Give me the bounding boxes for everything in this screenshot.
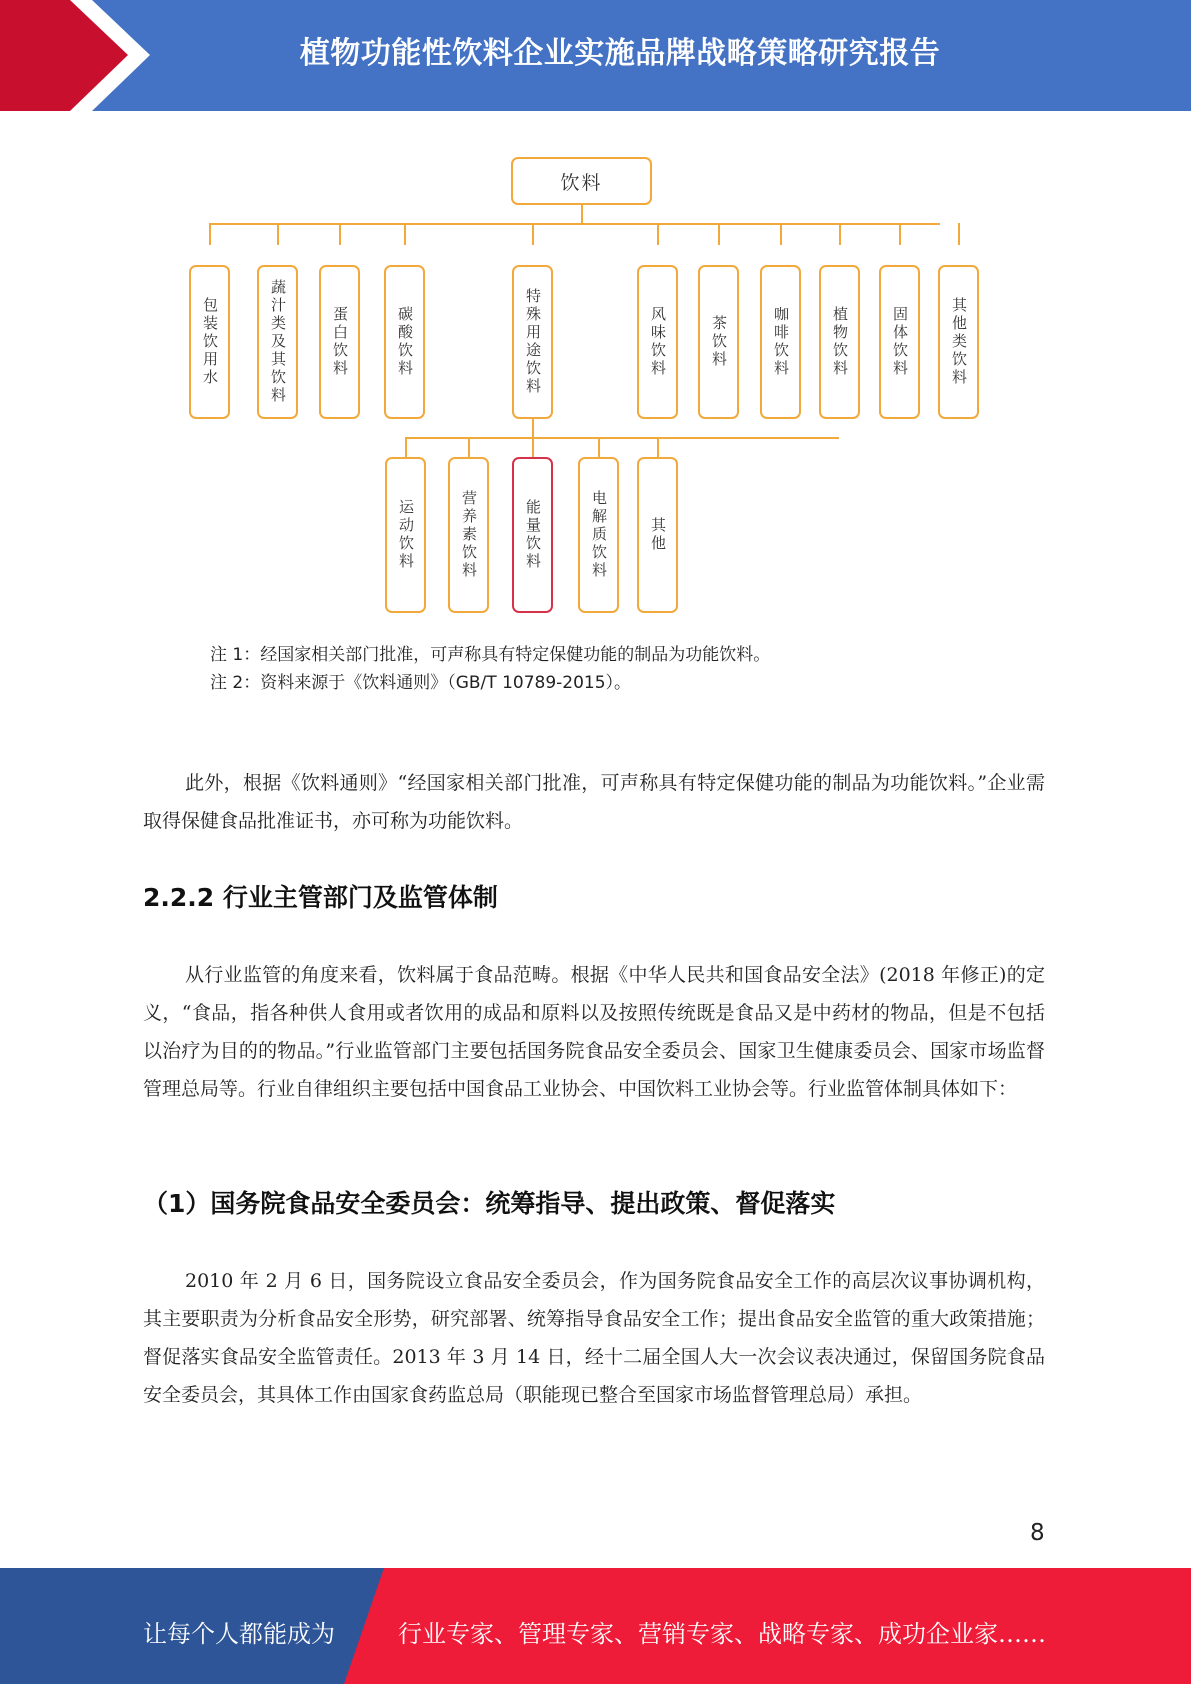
paragraph: 此外，根据《饮料通则》“经国家相关部门批准，可声称具有特定保健功能的制品为功能饮料。”企业需取得保健食品批准证书，亦可称为功能饮料。 — [143, 772, 1045, 832]
paragraph: 从行业监管的角度来看，饮料属于食品范畴。根据《中华人民共和国食品安全法》(2018 年修正)的定义，“食品，指各种供人食用或者饮用的成品和原料以及按照传统既是食品又是中药材的物品，但是不包括以治疗为目的的物品。”行业监管部门主要包括国务院食品安全委员会、国家卫生健康委员会、国家市场监督管理总局等。行业自律组织主要包括中国食品工业协会、中国饮料工业协会等。行业监管体制具体如下： — [143, 964, 1045, 1100]
connector — [598, 437, 600, 457]
category-node-special: 特殊用途饮料 — [512, 265, 553, 419]
category-node: 植物饮料 — [819, 265, 860, 419]
category-node: 固体饮料 — [879, 265, 920, 419]
connector — [404, 223, 406, 245]
diagram-note-2: 注 2：资料来源于《饮料通则》（GB/T 10789-2015）。 — [210, 673, 632, 693]
footer-slogan-left: 让每个人都能成为 — [143, 1620, 335, 1648]
category-node: 咖啡饮料 — [760, 265, 801, 419]
paragraph: 2010 年 2 月 6 日，国务院设立食品安全委员会，作为国务院食品安全工作的高层次议事协调机构，其主要职责为分析食品安全形势，研究部署、统筹指导食品安全工作；提出食品安全监管的重大政策措施；督促落实食品安全监管责任。2013 年 3 月 14 日，经十二届全国人大一次会议表决通过，保留国务院食品安全委员会，其具体工作由国家食药监总局（职能现已整合至国家市场监督管理总局）承担。 — [143, 1270, 1045, 1406]
report-title: 植物功能性饮料企业实施品牌战略策略研究报告 — [299, 36, 941, 71]
connector — [209, 223, 211, 245]
connector — [532, 418, 534, 438]
section-heading: 2.2.2 行业主管部门及监管体制 — [143, 883, 498, 912]
connector — [657, 223, 659, 245]
category-node: 风味饮料 — [637, 265, 678, 419]
connector — [339, 223, 341, 245]
page-number: 8 — [1030, 1520, 1045, 1546]
connector — [581, 204, 583, 224]
connector — [780, 223, 782, 245]
connector — [657, 437, 659, 457]
subcategory-node-highlighted: 能量饮料 — [512, 457, 553, 613]
connector — [532, 223, 534, 245]
connector — [532, 437, 534, 457]
connector — [277, 223, 279, 245]
subcategory-node: 电解质饮料 — [578, 457, 619, 613]
diagram-note-1: 注 1：经国家相关部门批准，可声称具有特定保健功能的制品为功能饮料。 — [210, 645, 771, 665]
connector — [958, 223, 960, 245]
category-node: 茶饮料 — [698, 265, 739, 419]
page-footer — [0, 1568, 1191, 1684]
category-node: 蛋白饮料 — [319, 265, 360, 419]
category-node: 其他类饮料 — [938, 265, 979, 419]
page-header — [0, 0, 1191, 111]
connector — [405, 437, 839, 439]
subsection-heading: （1）国务院食品安全委员会：统筹指导、提出政策、督促落实 — [143, 1189, 836, 1218]
connector — [899, 223, 901, 245]
footer-slogan-right: 行业专家、管理专家、营销专家、战略专家、成功企业家…… — [398, 1620, 1046, 1648]
connector — [209, 223, 940, 225]
category-node: 包装饮用水 — [189, 265, 230, 419]
diagram-root-node: 饮料 — [511, 157, 652, 205]
connector — [405, 437, 407, 457]
subcategory-node: 营养素饮料 — [448, 457, 489, 613]
subcategory-node: 其他 — [637, 457, 678, 613]
connector — [468, 437, 470, 457]
connector — [718, 223, 720, 245]
category-node: 蔬汁类及其饮料 — [257, 265, 298, 419]
subcategory-node: 运动饮料 — [385, 457, 426, 613]
connector — [839, 223, 841, 245]
beverage-classification-diagram — [180, 150, 1000, 630]
category-node: 碳酸饮料 — [384, 265, 425, 419]
